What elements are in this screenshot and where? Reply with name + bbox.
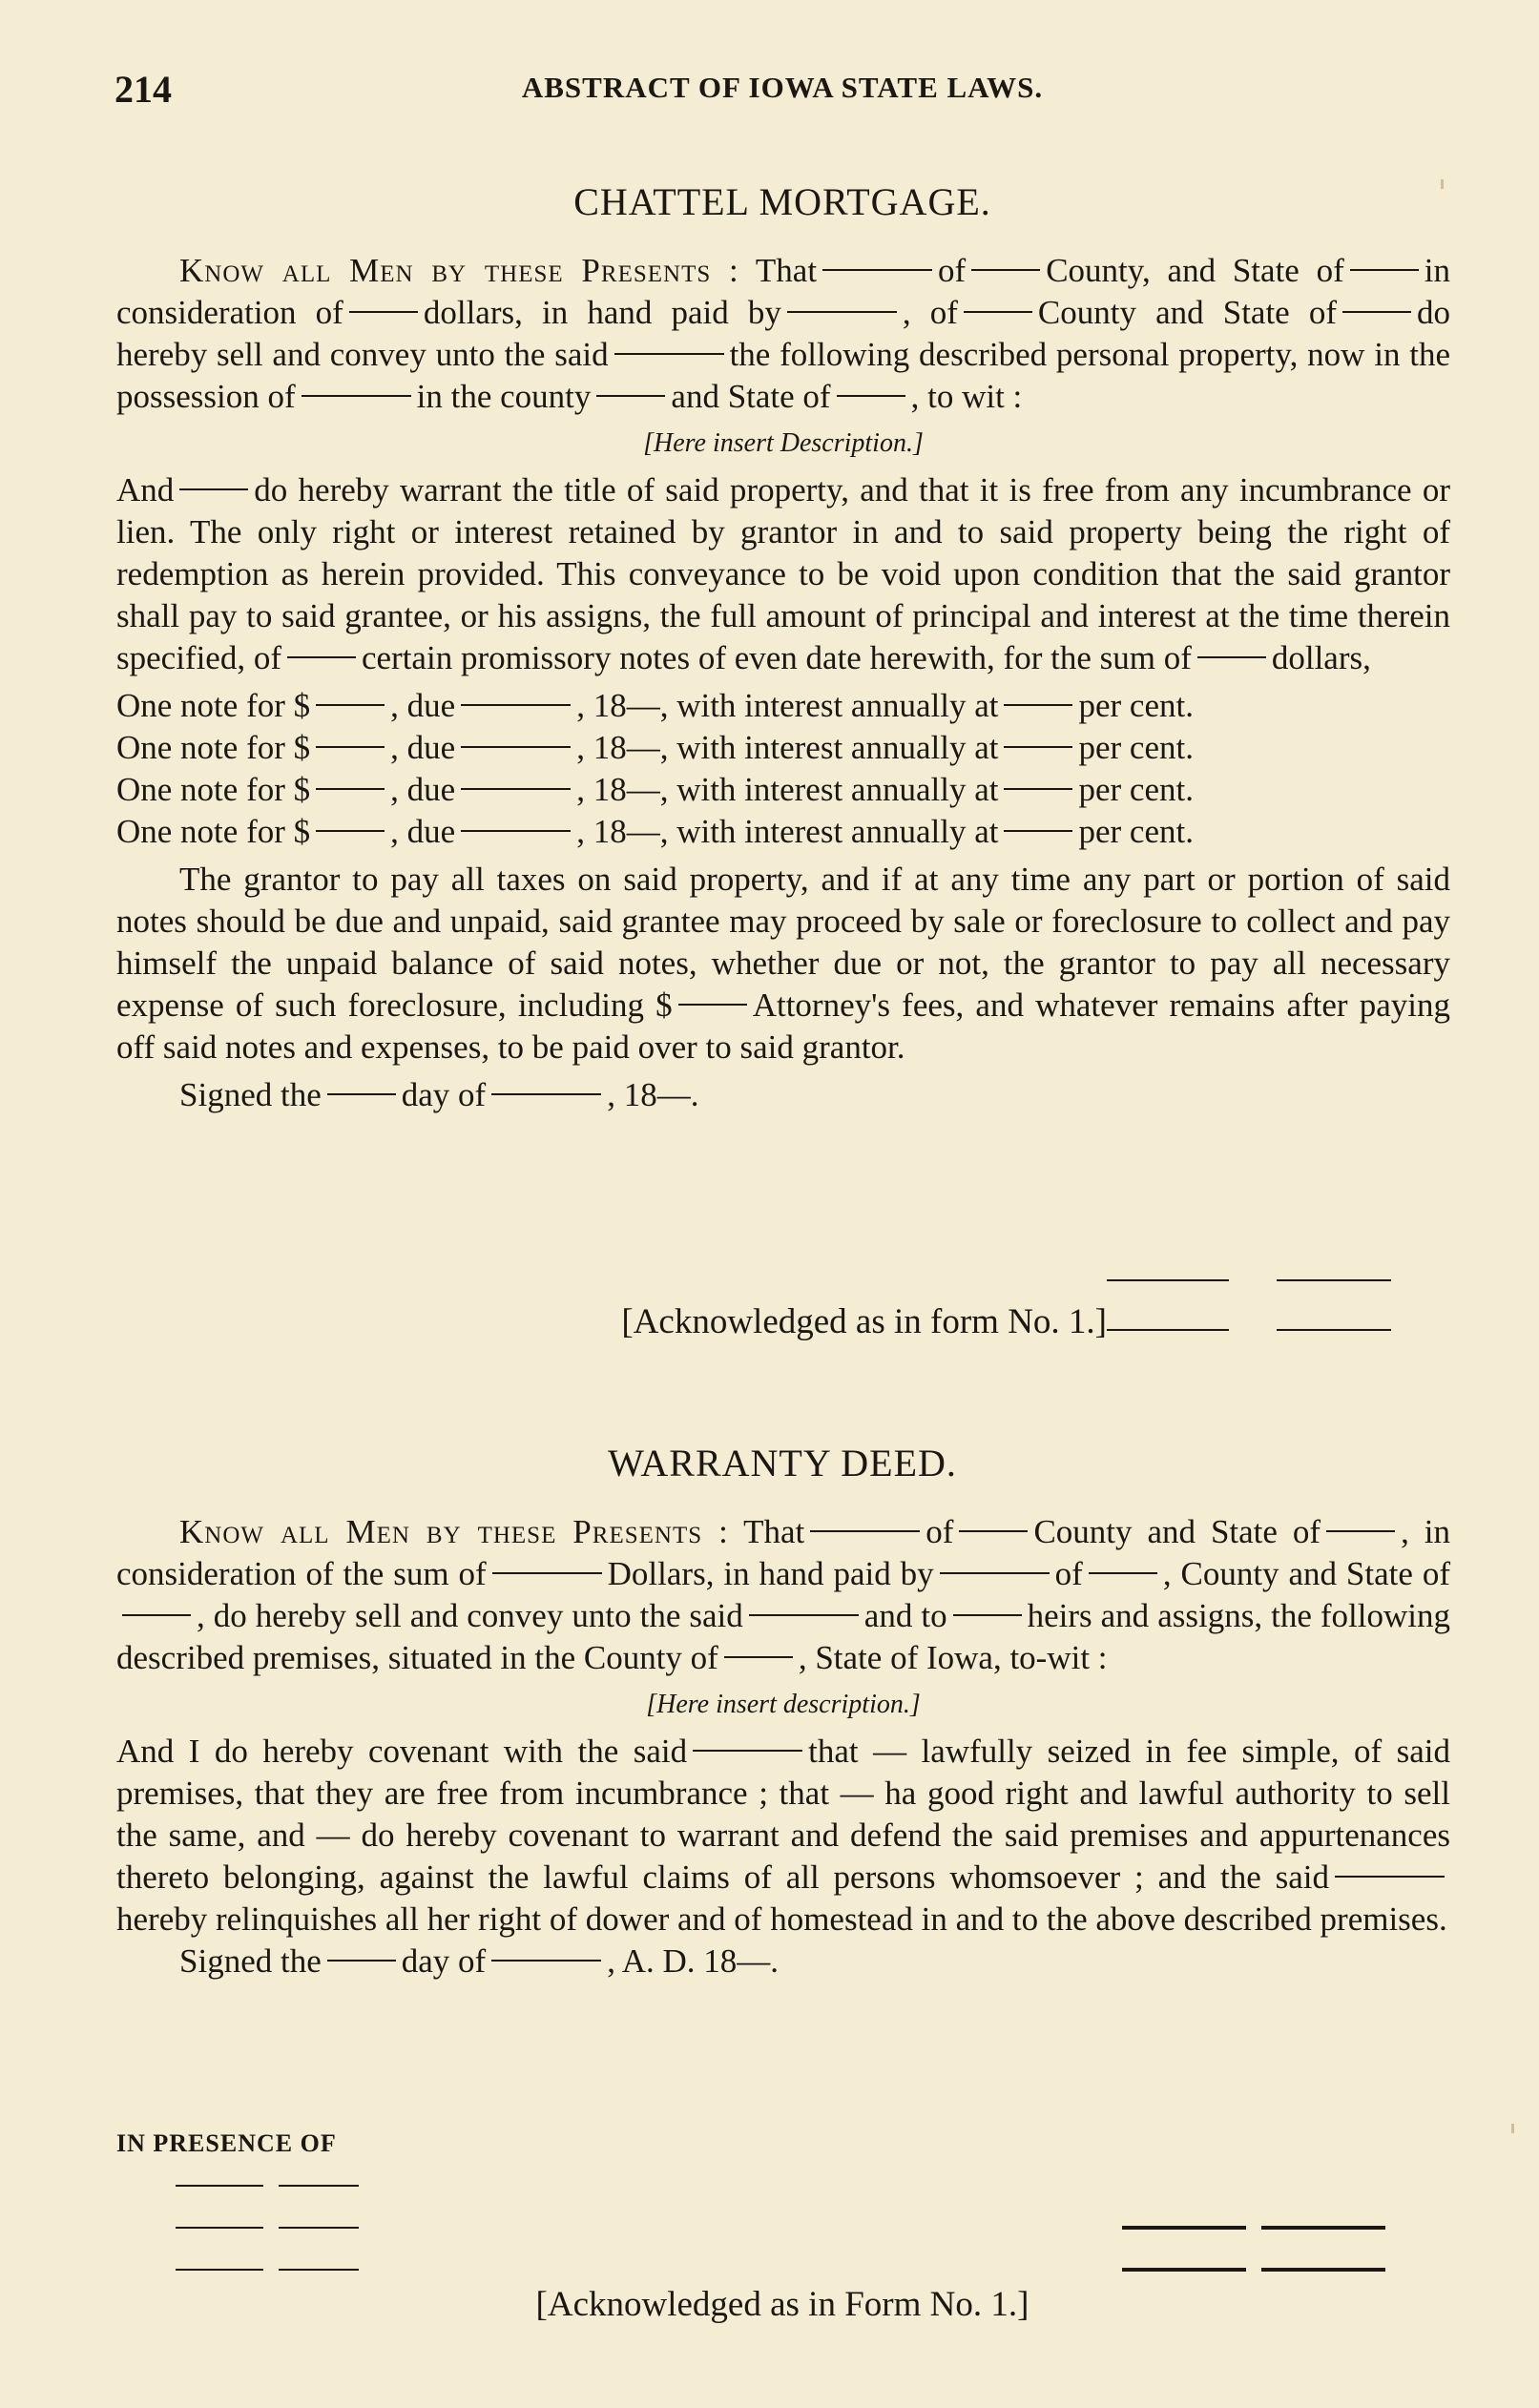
- blank-line: [461, 830, 571, 832]
- blank-line: [122, 1614, 191, 1616]
- warranty-paragraph-2: And I do hereby covenant with the said that — lawfully seized in fee simple, of said premises, that they are free from incumbrance ; that — ha good right and lawful authority to sell the same, and — do hereby covenant to warrant and defend the said premises and appurtenances thereto belonging, against the lawful claims of all persons whomsoever ; and the saidhereby relinquishes all her right of dower and of homestead in and to the above described premises.: [116, 1733, 1450, 1938]
- blank-line: [1335, 1876, 1445, 1878]
- grantor-signature-line: [1261, 2268, 1385, 2272]
- blank-line: [1197, 656, 1266, 658]
- blank-line: [1004, 788, 1072, 790]
- warranty-insert-note: [Here insert description.]: [646, 1690, 921, 1719]
- chattel-paragraph-1: Know all Men by these Presents : That of County, and State of in consideration of dollars, in hand paid by , of County and State of do hereby sell and convey unto the said the following described personal property, now in the possession of in the county and State of , to wit :: [116, 252, 1450, 415]
- warranty-signed-line: Signed the day of , A. D. 18—.: [179, 1942, 780, 1980]
- note-row: One note for $ , due , 18—, with interest annually at per cent.: [116, 771, 1194, 808]
- page-header: [114, 67, 1450, 114]
- blank-line: [678, 1004, 747, 1006]
- page-number: 214: [114, 68, 172, 111]
- blank-line: [1004, 830, 1072, 832]
- grantor-signature-line: [1122, 2268, 1246, 2272]
- note-row: One note for $ , due , 18—, with interest annually at per cent.: [116, 729, 1194, 766]
- blank-line: [693, 1750, 802, 1752]
- in-presence-label: IN PRESENCE OF: [116, 2129, 337, 2157]
- grantor-signature-line: [1261, 2226, 1385, 2230]
- blank-line: [492, 1572, 602, 1574]
- blank-line: [810, 1530, 920, 1532]
- chattel-title: CHATTEL MORTGAGE.: [573, 180, 991, 223]
- blank-line: [1089, 1572, 1157, 1574]
- blank-line: [316, 788, 385, 790]
- blank-line: [316, 830, 385, 832]
- witness-line: [279, 2185, 359, 2187]
- warranty-title: WARRANTY DEED.: [608, 1442, 957, 1484]
- blank-line: [971, 269, 1040, 271]
- witness-line: [176, 2227, 263, 2229]
- note-row: One note for $ , due , 18—, with interest annually at per cent.: [116, 687, 1194, 724]
- blank-line: [179, 488, 248, 490]
- chattel-paragraph-2: And do hereby warrant the title of said property, and that it is free from any incumbrance or lien. The only right or interest retained by grantor in and to said property being the right of redemption as herein provided. This conveyance to be void upon condition that the said grantor shall pay to said grantee, or his assigns, the full amount of principal and interest at the time therein specified, of certain promissory notes of even date herewith, for the sum of dollars,: [116, 471, 1450, 676]
- blank-line: [724, 1656, 793, 1658]
- blank-line: [461, 788, 571, 790]
- blank-line: [302, 395, 411, 397]
- blank-line: [316, 746, 385, 748]
- grantor-signature-line: [1122, 2226, 1246, 2230]
- blank-line: [940, 1572, 1050, 1574]
- blank-line: [822, 269, 932, 271]
- blank-line: [461, 746, 571, 748]
- signature-line: [1107, 1329, 1229, 1331]
- witness-line: [279, 2227, 359, 2229]
- paper-speck: [1511, 2124, 1514, 2133]
- signature-line: [1277, 1279, 1391, 1281]
- blank-line: [1004, 746, 1072, 748]
- chattel-insert-note: [Here insert Description.]: [643, 428, 924, 458]
- blank-line: [1350, 269, 1419, 271]
- warranty-paragraph-1: Know all Men by these Presents : That of County and State of , in consideration of the sum of Dollars, in hand paid by of , County and State of, do hereby sell and convey unto the said and to heirs and assigns, the following described premises, situated in the County of , State of Iowa, to-wit :: [116, 1513, 1450, 1676]
- blank-line: [1004, 704, 1072, 706]
- chattel-paragraph-3: The grantor to pay all taxes on said property, and if at any time any part or portion of said notes should be due and unpaid, said grantee may proceed by sale or foreclosure to collect and pay himself the unpaid balance of said notes, whether due or not, the grantor to pay all necessary expense of such foreclosure, including $ Attorney's fees, and whatever remains after paying off said notes and expenses, to be paid over to said grantor.: [116, 861, 1450, 1066]
- blank-line: [287, 656, 356, 658]
- blank-line: [614, 353, 724, 355]
- blank-line: [327, 1960, 396, 1962]
- chattel-signed-line: Signed the day of , 18—.: [179, 1076, 699, 1113]
- know-all-phrase: Know all Men by these Presents :: [179, 252, 739, 289]
- blank-line: [596, 395, 665, 397]
- running-head: ABSTRACT OF IOWA STATE LAWS.: [521, 71, 1044, 104]
- signature-line: [1277, 1329, 1391, 1331]
- blank-line: [327, 1093, 396, 1095]
- blank-line: [349, 311, 418, 313]
- blank-line: [316, 704, 385, 706]
- blank-line: [1342, 311, 1411, 313]
- note-row: One note for $ , due , 18—, with interest annually at per cent.: [116, 813, 1194, 850]
- blank-line: [749, 1614, 859, 1616]
- witness-line: [176, 2185, 263, 2187]
- blank-line: [491, 1093, 601, 1095]
- blank-line: [1326, 1530, 1395, 1532]
- blank-line: [837, 395, 905, 397]
- chattel-acknowledged: [Acknowledged as in form No. 1.]: [621, 1302, 1107, 1341]
- signature-line: [1107, 1279, 1229, 1281]
- blank-line: [959, 1530, 1028, 1532]
- witness-line: [176, 2269, 263, 2271]
- warranty-body: [116, 1511, 1450, 1982]
- blank-line: [491, 1960, 601, 1962]
- blank-line: [964, 311, 1032, 313]
- blank-line: [461, 704, 571, 706]
- know-all-phrase: Know all Men by these Presents :: [179, 1513, 729, 1550]
- notes-list: [116, 685, 1450, 853]
- chattel-body: [116, 250, 1450, 1116]
- witness-line: [279, 2269, 359, 2271]
- paper-speck: [1441, 179, 1444, 189]
- warranty-acknowledged: [Acknowledged as in Form No. 1.]: [535, 2285, 1029, 2324]
- blank-line: [953, 1614, 1022, 1616]
- blank-line: [787, 311, 897, 313]
